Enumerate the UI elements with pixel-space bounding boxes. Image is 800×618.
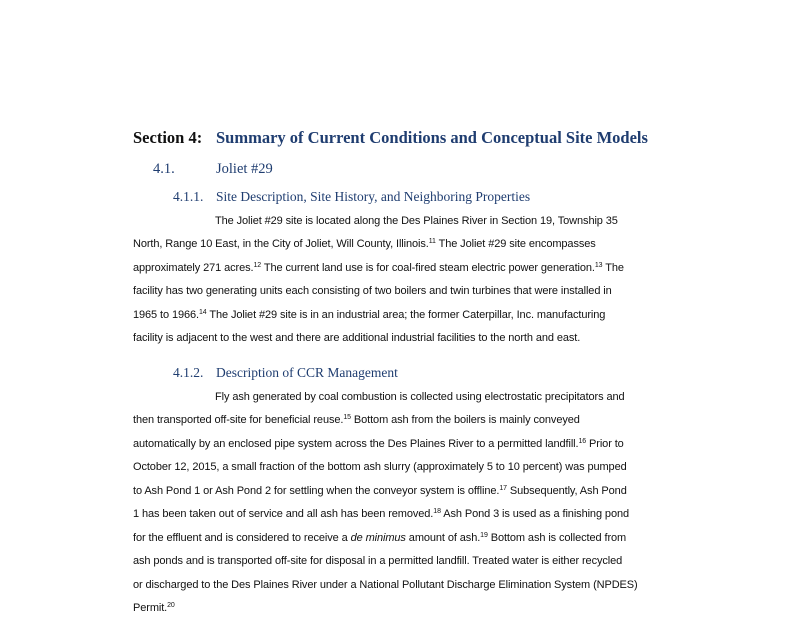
text-run: Fly ash generated by coal combustion is collected using electrostatic precipitators and: [215, 391, 625, 403]
text-run: The Joliet #29 site is in an industrial area; the former Caterpillar, Inc. manufacturing: [206, 309, 606, 321]
subsubsection-number: 4.1.1.: [173, 189, 204, 204]
paragraph-line: [133, 261, 624, 275]
subsubsection-heading-ccr-management: [173, 365, 398, 381]
footnote-ref: 18: [433, 508, 441, 515]
paragraph-line: [133, 308, 605, 322]
footnote-ref: 14: [198, 309, 207, 316]
text-run: then transported off-site for beneficial reuse.: [133, 414, 344, 426]
subsubsection-number: 4.1.2.: [173, 365, 204, 380]
text-run: approximately 271 acres.: [133, 262, 254, 274]
section-number: Section 4:: [133, 128, 203, 147]
paragraph-line: [133, 237, 596, 251]
text-run: ash ponds and is transported off-site for disposal in a permitted landfill. Treated water is either recycled: [133, 555, 623, 567]
paragraph-line: [215, 214, 618, 228]
text-run: Bottom ash is collected from: [487, 532, 627, 544]
subsection-number: 4.1.: [153, 161, 175, 177]
paragraph-line: [133, 578, 638, 592]
section-title: Summary of Current Conditions and Conceptual Site Models: [216, 128, 648, 147]
text-run: 1 has been taken out of service and all ash has been removed.: [133, 508, 434, 520]
paragraph-line: [133, 460, 627, 474]
text-run: North, Range 10 East, in the City of Joliet, Will County, Illinois.: [133, 238, 429, 250]
paragraph-line: [133, 601, 175, 615]
text-run: October 12, 2015, a small fraction of the bottom ash slurry (approximately 5 to 10 percent) was pumped: [133, 461, 627, 473]
footnote-ref: 20: [167, 602, 175, 609]
footnote-ref: 12: [253, 262, 262, 269]
footnote-ref: 11: [428, 238, 436, 245]
text-run: Permit.: [133, 602, 168, 614]
text-run: The current land use is for coal-fired steam electric power generation.: [261, 262, 595, 274]
footnote-ref: 13: [594, 262, 603, 269]
text-run: The: [602, 262, 624, 274]
text-run: Subsequently, Ash Pond: [506, 485, 627, 497]
text-run: The Joliet #29 site encompasses: [435, 238, 596, 250]
italic-term: de minimus: [350, 532, 406, 544]
text-run: amount of ash.: [405, 532, 481, 544]
subsection-heading: [153, 161, 273, 178]
footnote-ref: 16: [578, 438, 587, 445]
paragraph-line: [133, 331, 580, 345]
text-run: automatically by an enclosed pipe system across the Des Plaines River to a permitted landfill.: [133, 438, 579, 450]
text-run: for the effluent and is considered to receive a: [133, 532, 351, 544]
subsubsection-title: Site Description, Site History, and Neighboring Properties: [216, 189, 531, 204]
text-run: facility is adjacent to the west and there are additional industrial facilities to the north and east.: [133, 332, 581, 344]
text-run: Bottom ash from the boilers is mainly conveyed: [350, 414, 580, 426]
text-run: 1965 to 1966.: [133, 309, 199, 321]
text-run: Prior to: [586, 438, 624, 450]
paragraph-line: [133, 484, 627, 498]
paragraph-line: [133, 507, 629, 521]
paragraph-line: [215, 390, 625, 404]
text-run: Ash Pond 3 is used as a finishing pond: [440, 508, 629, 520]
subsubsection-title: Description of CCR Management: [216, 365, 398, 380]
footnote-ref: 19: [480, 532, 488, 539]
subsubsection-heading-site-description: [173, 189, 531, 205]
footnote-ref: 15: [343, 414, 351, 421]
footnote-ref: 17: [499, 485, 507, 492]
section-heading: [133, 128, 648, 148]
text-run: to Ash Pond 1 or Ash Pond 2 for settling when the conveyor system is offline.: [133, 485, 500, 497]
text-run: or discharged to the Des Plaines River under a National Pollutant Discharge Elimination System (NPDES): [133, 579, 638, 591]
paragraph-line: [133, 554, 622, 568]
paragraph-line: [133, 531, 626, 545]
paragraph-line: [133, 413, 580, 427]
text-run: The Joliet #29 site is located along the Des Plaines River in Section 19, Township 35: [215, 215, 618, 227]
subsection-title: Joliet #29: [216, 161, 273, 177]
paragraph-line: [133, 437, 624, 451]
paragraph-line: [133, 284, 612, 298]
text-run: facility has two generating units each consisting of two boilers and twin turbines that were installed in: [133, 285, 612, 297]
